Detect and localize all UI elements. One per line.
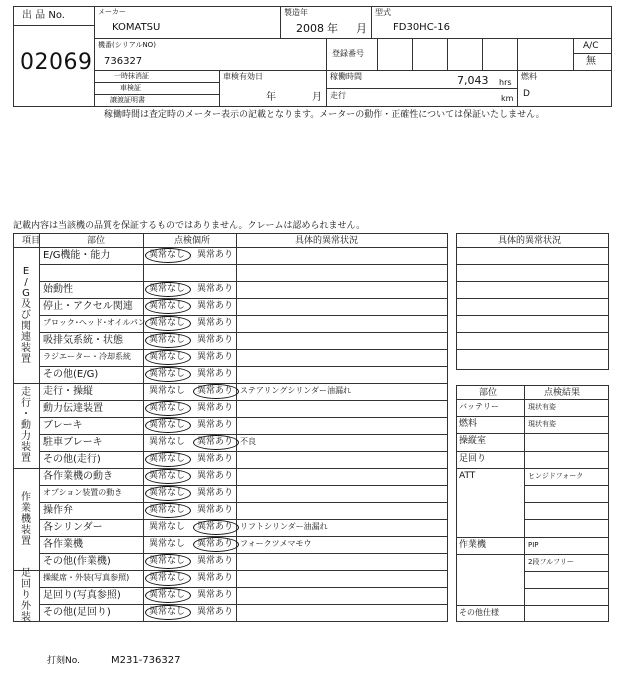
side-part-label: 作業機 [459, 539, 487, 550]
selected-abnormal-circle [193, 537, 239, 552]
side-part-label: 燃料 [459, 419, 478, 430]
row-detail: リフトシリンダー油漏れ [240, 522, 328, 531]
year-label: 製造年 [284, 8, 308, 17]
row-part-label: 各シリンダー [43, 522, 103, 533]
option-abnormal[interactable]: 異常あり [197, 556, 234, 566]
option-normal[interactable]: 異常なし [149, 386, 186, 396]
row-part-label: 各作業機 [43, 539, 83, 550]
ac-label: A/C [583, 41, 599, 51]
selected-normal-circle [145, 350, 191, 365]
option-normal[interactable]: 異常なし [149, 522, 186, 532]
disclaimer: 記載内容は当該機の品質を保証するものではありません。クレームは認められません。 [13, 221, 366, 231]
option-normal[interactable]: 異常なし [149, 335, 186, 345]
model-label: 型式 [375, 8, 391, 17]
serial-label: 機番(シリアルNO) [98, 41, 156, 49]
selected-normal-circle [145, 282, 191, 297]
stamp-value: M231-736327 [111, 655, 181, 666]
option-normal[interactable]: 異常なし [149, 590, 186, 600]
option-normal[interactable]: 異常なし [149, 250, 186, 260]
side-part-label: ATT [459, 470, 476, 481]
row-part-label: オプション装置の動き [43, 488, 123, 497]
side-details-header: 具体的異常状況 [498, 236, 562, 246]
row-part-label: その他(作業機) [43, 556, 111, 567]
row-part-label: 停止・アクセル関連 [43, 301, 133, 312]
selected-abnormal-circle [193, 384, 239, 399]
col-header-category: 項目 [22, 236, 41, 246]
lot-number: 02069 [20, 50, 93, 75]
row-detail: ステアリングシリンダー油漏れ [240, 386, 352, 395]
selected-normal-circle [145, 452, 191, 467]
option-abnormal[interactable]: 異常あり [197, 369, 234, 379]
col-header-checkpoint: 点検個所 [174, 236, 211, 246]
selected-normal-circle [145, 605, 191, 620]
option-abnormal[interactable]: 異常あり [197, 352, 234, 362]
side-part-label: 足回り [459, 453, 487, 464]
row-part-label: 始動性 [43, 284, 73, 295]
lot-label: 出 品 No. [22, 10, 65, 21]
option-abnormal[interactable]: 異常あり [197, 250, 234, 260]
row-part-label: 各作業機の動き [43, 471, 113, 482]
row-detail: 不良 [240, 437, 256, 446]
option-abnormal[interactable]: 異常あり [197, 522, 234, 532]
maker-label: メーカー [98, 8, 126, 16]
option-normal[interactable]: 異常なし [149, 539, 186, 549]
option-abnormal[interactable]: 異常あり [197, 420, 234, 430]
row-part-label: 足回り(写真参照) [43, 590, 121, 601]
hours-label: 稼働時間 [330, 72, 362, 81]
option-abnormal[interactable]: 異常あり [197, 590, 234, 600]
option-abnormal[interactable]: 異常あり [197, 318, 234, 328]
row-part-label: 駐車ブレーキ [43, 437, 103, 448]
option-abnormal[interactable]: 異常あり [197, 573, 234, 583]
year-unit: 年 [327, 22, 338, 35]
option-normal[interactable]: 異常なし [149, 573, 186, 583]
option-normal[interactable]: 異常なし [149, 488, 186, 498]
col-header-part: 部位 [87, 236, 106, 246]
selected-abnormal-circle [193, 435, 239, 450]
row-part-label: E/G機能・能力 [43, 250, 111, 261]
row-detail: フォークツメマモウ [240, 539, 312, 548]
category-label-4: 足 回 り 外 装 [21, 568, 31, 623]
category-label-2: 走 行 ・ 動 力 装 置 [21, 387, 31, 464]
month-unit: 月 [356, 22, 367, 35]
side-result-value: 現状有姿 [528, 420, 556, 429]
option-abnormal[interactable]: 異常あり [197, 403, 234, 413]
selected-normal-circle [145, 503, 191, 518]
selected-normal-circle [145, 571, 191, 586]
side-part-label: 操縦室 [459, 436, 487, 447]
col-header-details: 具体的異常状況 [295, 236, 359, 246]
option-normal[interactable]: 異常なし [149, 556, 186, 566]
hours-note: 稼働時間は査定時のメーター表示の記載となります。メーターの動作・正確性については保証いたしません。 [104, 110, 545, 120]
row-part-label: ラジエーター・冷却系統 [43, 352, 131, 361]
stamp-label: 打刻No. [47, 656, 80, 666]
option-abnormal[interactable]: 異常あり [197, 539, 234, 549]
transfer-cert-label: 譲渡証明書 [110, 96, 145, 104]
model-value: FD30HC-16 [393, 22, 451, 33]
side-part-label: その他仕様 [459, 608, 499, 618]
hours-value: 7,043 [457, 74, 489, 87]
inspection-label: 車検有効日 [223, 72, 263, 81]
inspection-year-unit: 年 [266, 92, 276, 103]
selected-normal-circle [145, 367, 191, 382]
km-unit: km [501, 94, 514, 103]
option-normal[interactable]: 異常なし [149, 403, 186, 413]
option-normal[interactable]: 異常なし [149, 420, 186, 430]
option-abnormal[interactable]: 異常あり [197, 386, 234, 396]
option-normal[interactable]: 異常なし [149, 471, 186, 481]
selected-normal-circle [145, 469, 191, 484]
option-normal[interactable]: 異常なし [149, 454, 186, 464]
reg-label: 登録番号 [332, 49, 364, 58]
option-normal[interactable]: 異常なし [149, 369, 186, 379]
row-part-label: 吸排気系統・状態 [43, 335, 123, 346]
selected-normal-circle [145, 588, 191, 603]
option-normal[interactable]: 異常なし [149, 301, 186, 311]
selected-normal-circle [145, 248, 191, 263]
option-abnormal[interactable]: 異常あり [197, 454, 234, 464]
side-part-label: バッテリー [459, 402, 499, 411]
side-result-table [456, 385, 609, 622]
row-part-label: その他(足回り) [43, 607, 111, 618]
option-abnormal[interactable]: 異常あり [197, 437, 234, 447]
selected-normal-circle [145, 299, 191, 314]
year-value: 2008 [296, 22, 324, 35]
row-part-label: 走行・操縦 [43, 386, 93, 397]
option-normal[interactable]: 異常なし [149, 352, 186, 362]
side-result-header-result: 点検結果 [544, 388, 581, 398]
fuel-label: 燃料 [521, 72, 537, 81]
selected-normal-circle [145, 333, 191, 348]
option-normal[interactable]: 異常なし [149, 505, 186, 515]
temp-permit-label: 一時抹消証 [114, 72, 149, 80]
option-normal[interactable]: 異常なし [149, 284, 186, 294]
row-part-label: ブレーキ [43, 420, 83, 431]
row-part-label: 動力伝達装置 [43, 403, 103, 414]
side-result-value: PIP [528, 540, 539, 549]
option-abnormal[interactable]: 異常あり [197, 505, 234, 515]
row-part-label: その他(走行) [43, 454, 101, 465]
category-label-3: 作 業 機 装 置 [21, 491, 31, 547]
vehicle-cert-label: 車検証 [120, 84, 141, 92]
selected-normal-circle [145, 486, 191, 501]
option-abnormal[interactable]: 異常あり [197, 301, 234, 311]
selected-abnormal-circle [193, 520, 239, 535]
option-normal[interactable]: 異常なし [149, 607, 186, 617]
row-part-label: その他(E/G) [43, 369, 99, 380]
selected-normal-circle [145, 418, 191, 433]
km-label: 走行 [330, 91, 346, 100]
side-result-value: 2段フルフリー [528, 557, 574, 566]
row-part-label: ブロック･ヘッド･オイルパン [43, 318, 146, 327]
selected-normal-circle [145, 554, 191, 569]
option-abnormal[interactable]: 異常あり [197, 607, 234, 617]
selected-normal-circle [145, 401, 191, 416]
serial-value: 736327 [104, 56, 143, 67]
option-normal[interactable]: 異常なし [149, 437, 186, 447]
option-normal[interactable]: 異常なし [149, 318, 186, 328]
maker-value: KOMATSU [112, 22, 161, 33]
fuel-value: D [523, 89, 530, 99]
row-part-label: 操作弁 [43, 505, 73, 516]
option-abnormal[interactable]: 異常あり [197, 488, 234, 498]
side-details-table [456, 233, 609, 370]
option-abnormal[interactable]: 異常あり [197, 335, 234, 345]
side-result-header-part: 部位 [479, 388, 498, 398]
side-result-value: 現状有姿 [528, 403, 556, 411]
row-part-label: 操縦席・外装(写真参照) [43, 573, 130, 582]
option-abnormal[interactable]: 異常あり [197, 471, 234, 481]
hours-unit: hrs [499, 78, 512, 87]
option-abnormal[interactable]: 異常あり [197, 284, 234, 294]
ac-value: 無 [586, 56, 596, 67]
inspection-table [13, 233, 448, 622]
selected-normal-circle [145, 316, 191, 331]
inspection-month-unit: 月 [312, 92, 322, 103]
side-result-value: ヒンジドフォーク [528, 471, 584, 480]
category-label-1: E / G 及 び 関 連 装 置 [21, 265, 31, 365]
